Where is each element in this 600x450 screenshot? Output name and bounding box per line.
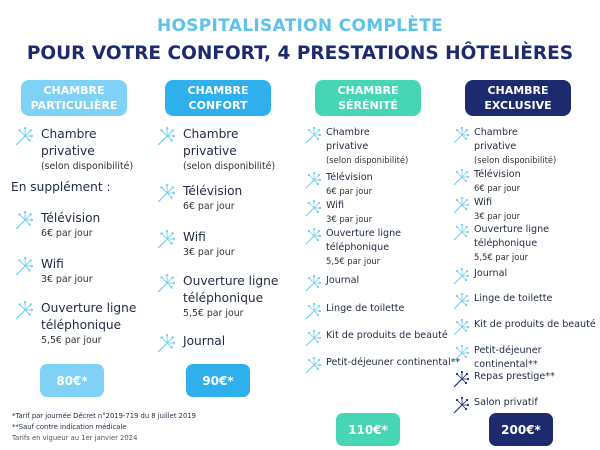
list-item: Linge de toilette (452, 292, 552, 306)
list-item: Journal (156, 333, 225, 350)
list-item: Télévision 6€ par jour (14, 210, 100, 241)
list-item: Télévision 6€ par jour (156, 183, 242, 214)
list-item: Télévision 6€ par jour (452, 168, 521, 195)
price-badge-particuliere: 80€* (40, 364, 104, 397)
dandelion-icon (452, 223, 470, 241)
dandelion-icon (304, 274, 322, 292)
list-item: Wifi 3€ par jour (304, 199, 372, 226)
list-item: Salon privatif (452, 396, 538, 410)
header-chambre-confort: CHAMBRE CONFORT (165, 80, 271, 116)
list-item: Wifi 3€ par jour (452, 196, 520, 223)
dandelion-icon (156, 183, 176, 203)
dandelion-icon (452, 168, 470, 186)
price-badge-serenite: 110€* (336, 413, 400, 446)
list-item: Wifi 3€ par jour (14, 256, 93, 287)
list-item: Repas prestige** (452, 370, 555, 384)
list-item: Wifi 3€ par jour (156, 229, 235, 260)
list-item: Chambre privative (selon disponibilité) (304, 126, 408, 167)
list-item: Kit de produits de beauté (452, 318, 596, 332)
dandelion-icon (14, 210, 34, 230)
dandelion-icon (452, 126, 470, 144)
list-item: Télévision 6€ par jour (304, 171, 373, 198)
price-badge-confort: 90€* (186, 364, 250, 397)
page-subtitle: POUR VOTRE CONFORT, 4 PRESTATIONS HÔTELIÈRES (26, 43, 574, 64)
header-chambre-particuliere: CHAMBRE PARTICULIÈRE (21, 80, 127, 116)
header-chambre-exclusive: CHAMBRE EXCLUSIVE (465, 80, 571, 116)
dandelion-icon (156, 229, 176, 249)
list-item: Chambre privative (selon disponibilité) (156, 126, 275, 174)
list-item: Ouverture ligne téléphonique 5,5€ par jour (452, 223, 549, 264)
price-badge-exclusive: 200€* (489, 413, 553, 446)
list-item: Ouverture ligne téléphonique 5,5€ par jour (156, 273, 278, 321)
footnote-tarif: *Tarif par journée Décret n°2019-719 du 8 juillet 2019 (12, 412, 196, 420)
list-item: Journal (452, 267, 507, 281)
dandelion-icon (304, 199, 322, 217)
dandelion-icon (452, 370, 470, 388)
dandelion-icon (452, 318, 470, 336)
supplement-label: En supplément : (11, 180, 111, 194)
dandelion-icon (452, 344, 470, 362)
dandelion-icon (452, 267, 470, 285)
dandelion-icon (304, 126, 322, 144)
dandelion-icon (14, 126, 34, 146)
list-item: Chambre privative (selon disponibilité) (452, 126, 556, 167)
list-item: Petit-déjeuner continental** (452, 344, 600, 372)
list-item: Kit de produits de beauté (304, 329, 448, 343)
footnote-validity: Tarifs en vigueur au 1er janvier 2024 (12, 434, 138, 442)
dandelion-icon (452, 292, 470, 310)
footnote-medical: **Sauf contre indication médicale (12, 423, 127, 431)
list-item: Ouverture ligne téléphonique 5,5€ par jour (14, 300, 136, 348)
list-item: Journal (304, 274, 359, 288)
list-item: Ouverture ligne téléphonique 5,5€ par jour (304, 227, 401, 268)
dandelion-icon (156, 126, 176, 146)
dandelion-icon (304, 227, 322, 245)
dandelion-icon (156, 273, 176, 293)
dandelion-icon (304, 329, 322, 347)
dandelion-icon (14, 300, 34, 320)
dandelion-icon (452, 196, 470, 214)
header-chambre-serenite: CHAMBRE SÉRÉNITÉ (315, 80, 421, 116)
list-item: Petit-déjeuner continental** (304, 356, 460, 370)
dandelion-icon (156, 333, 176, 353)
list-item: Chambre privative (selon disponibilité) (14, 126, 133, 174)
dandelion-icon (304, 302, 322, 320)
dandelion-icon (304, 171, 322, 189)
list-item: Linge de toilette (304, 302, 404, 316)
dandelion-icon (452, 396, 470, 414)
page-title: HOSPITALISATION COMPLÈTE (156, 16, 444, 36)
dandelion-icon (304, 356, 322, 374)
dandelion-icon (14, 256, 34, 276)
